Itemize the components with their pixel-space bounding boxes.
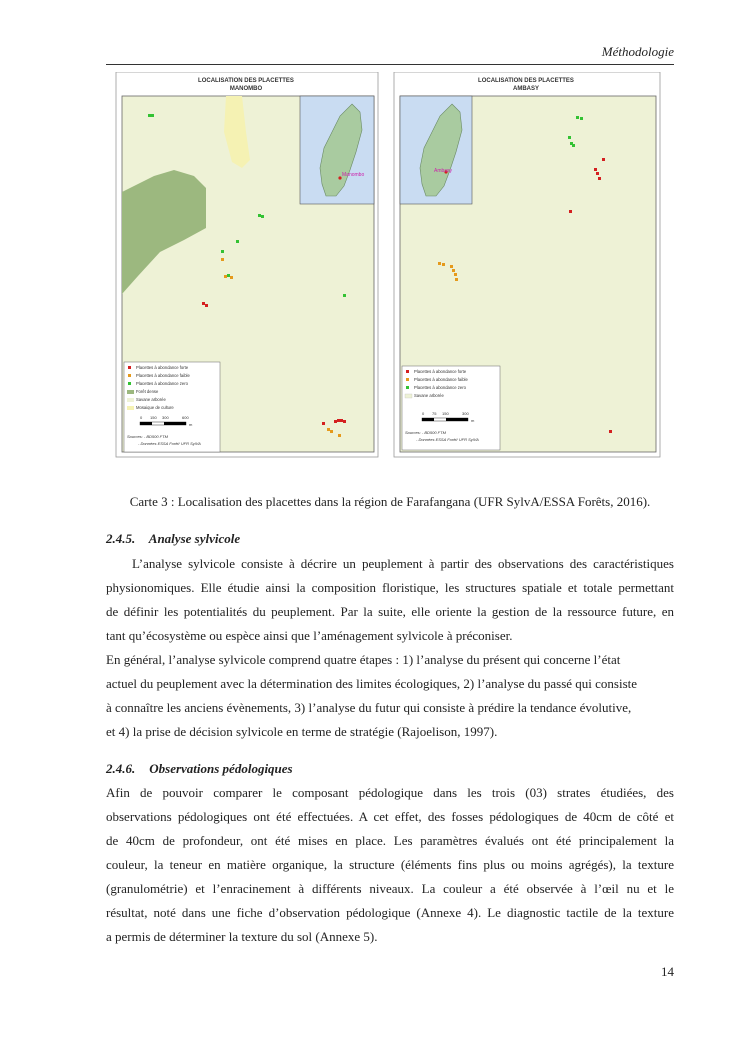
text-line: couleur, la teneur en matière organique, la structure (éléments fins plus ou moins agrégés), la texture xyxy=(106,857,674,872)
section-title: Analyse sylvicole xyxy=(148,531,241,546)
text-line: Afin de pouvoir comparer le composant pédologique dans les trois (03) strates étudiées, des xyxy=(106,785,674,800)
map-left-title: LOCALISATION DES PLACETTES xyxy=(198,78,294,84)
legend-left-item-1: Placettes à abondance forte xyxy=(136,365,189,370)
legend-left-item-6: Mosaique de culture xyxy=(136,405,174,410)
section-number: 2.4.5. xyxy=(106,531,136,546)
scale-unit: m xyxy=(189,422,193,427)
map-right-subtitle: AMBASY xyxy=(512,86,540,92)
running-header: Méthodologie xyxy=(601,44,674,59)
text-line: à connaître les anciens évènements, 3) l’analyse du futur qui consiste à prédire la tendance évolutive, xyxy=(106,700,632,715)
text-line: de définir les potentialités du peuplement. Par la suite, elle oriente la gestion de la ressource future, en xyxy=(106,604,674,619)
scale-unit: m xyxy=(471,418,475,423)
figure-caption: Carte 3 : Localisation des placettes dans la région de Farafangana (UFR SylvA/ESSA Forêts, 2016). xyxy=(129,494,651,509)
scale-tick: 0 xyxy=(422,411,425,416)
text-line: (granulométrie) et l’enracinement à différents niveaux. La couleur a été observée à l’œil nu et le xyxy=(106,881,674,896)
legend-left-item-5: Savane arborée xyxy=(136,397,166,402)
map-right xyxy=(394,72,660,457)
text-line: de 40cm de profondeur, ont été mises en place. Les paramètres évalués ont été principalement la xyxy=(106,833,674,848)
text-line: et 4) la prise de décision sylvicole en terme de stratégie (Rajoelison, 1997). xyxy=(106,724,498,739)
scale-tick: 0 xyxy=(140,415,143,420)
text-line: observations pédologiques ont été effectuées. A cet effet, des fosses pédologiques de 40cm de côté et xyxy=(106,809,674,824)
text-line: tant qu’écosystème ou espèce ainsi que l’aménagement sylvicole à préconiser. xyxy=(106,628,513,643)
section-title: Observations pédologiques xyxy=(149,761,293,776)
scale-tick: 150 xyxy=(150,415,157,420)
legend-right-item-1: Placettes à abondance forte xyxy=(414,369,467,374)
legend-right-item-4: Savane arborée xyxy=(414,393,444,398)
section-heading-pedologie xyxy=(106,761,293,777)
page-number: 14 xyxy=(661,964,674,979)
scale-tick: 300 xyxy=(462,411,469,416)
source-left-2: - Données ESSA Forêt/ UFR SylVA xyxy=(138,441,201,446)
text-line: a permis de déterminer la texture du sol (Annexe 5). xyxy=(106,929,378,944)
scale-tick: 75 xyxy=(432,411,437,416)
legend-left-item-2: Placettes à abondance faible xyxy=(136,373,190,378)
scale-tick: 150 xyxy=(442,411,449,416)
scale-tick: 600 xyxy=(182,415,189,420)
text-line: physionomiques. Elle étudie ainsi la composition floristique, les structures spatiale et totale permettant xyxy=(106,580,674,595)
map-left xyxy=(116,72,378,457)
legend-right-item-2: Placettes à abondance faible xyxy=(414,377,468,382)
legend-left-item-4: Forêt dense xyxy=(136,389,159,394)
source-right-1: Sources: - BD500 FTM xyxy=(405,430,446,435)
legend-left xyxy=(124,362,220,452)
text-line: résultat, noté dans une fiche d’observation pédologique (Annexe 4). Le diagnostic tactile de la texture xyxy=(106,905,674,920)
section-number: 2.4.6. xyxy=(106,761,136,776)
inset-label-manombo: Manombo xyxy=(342,172,365,178)
legend-right-item-3: Placettes à abondance zero xyxy=(414,385,466,390)
text-line: actuel du peuplement avec la détermination des limites écologiques, 2) l’analyse du passé qui consiste xyxy=(106,676,638,691)
paragraph-analyse-sylvicole xyxy=(106,552,674,744)
section-heading-analyse xyxy=(106,531,240,547)
inset-label-ambasy: Ambasy xyxy=(434,168,453,174)
map-right-title: LOCALISATION DES PLACETTES xyxy=(478,78,574,84)
source-left-1: Sources: - BD500 FTM xyxy=(127,434,168,439)
scale-tick: 300 xyxy=(162,415,169,420)
legend-left-item-3: Placettes à abondance zero xyxy=(136,381,188,386)
map-figure xyxy=(114,72,666,464)
map-left-subtitle: MANOMBO xyxy=(229,86,263,92)
paragraph-observations-pedologiques xyxy=(106,781,674,949)
source-right-2: - Données ESSA Forêt/ UFR SylVA xyxy=(416,437,479,442)
legend-right xyxy=(402,366,500,450)
header-rule xyxy=(106,64,674,65)
text-line: En général, l’analyse sylvicole comprend quatre étapes : 1) l’analyse du présent qui concerne l’état xyxy=(106,652,621,667)
text-line: L’analyse sylvicole consiste à décrire un peuplement à partir des observations des caractéristiques xyxy=(132,556,674,571)
